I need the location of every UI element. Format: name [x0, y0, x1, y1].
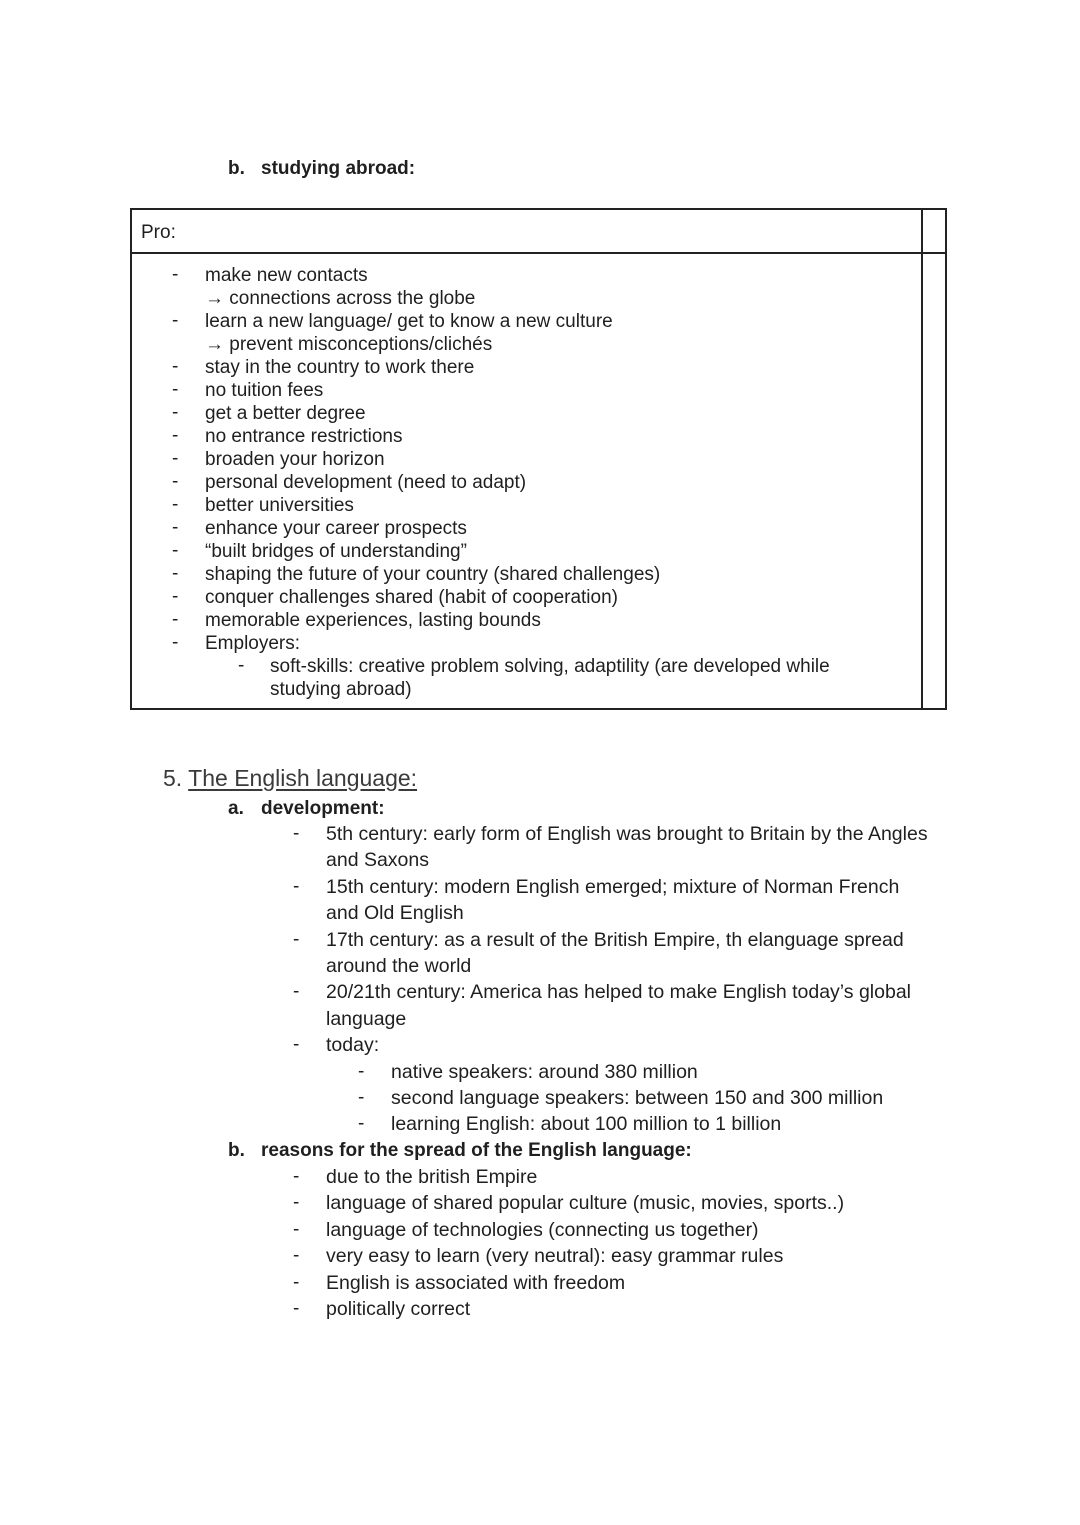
subheading-title: reasons for the spread of the English language:: [261, 1140, 692, 1161]
development-item: today:: [326, 1034, 380, 1057]
development-item: around the world: [326, 955, 472, 977]
list-bullet-dash: -: [293, 1245, 300, 1267]
list-bullet-dash: -: [172, 310, 179, 331]
pro-item: no tuition fees: [205, 380, 324, 401]
development-item: 5th century: early form of English was brought to Britain by the Angles: [326, 823, 928, 845]
list-bullet-dash: -: [358, 1060, 365, 1082]
reason-item: English is associated with freedom: [326, 1271, 626, 1294]
pro-item: shaping the future of your country (shared challenges): [205, 564, 661, 585]
pro-item: “built bridges of understanding”: [205, 541, 467, 562]
today-item: native speakers: around 380 million: [391, 1060, 698, 1083]
list-bullet-dash: -: [172, 494, 179, 515]
pro-item: learn a new language/ get to know a new culture: [205, 311, 613, 332]
pro-item: conquer challenges shared (habit of cooperation): [205, 587, 618, 608]
section-heading-english-language: [163, 765, 417, 792]
employers-sub-item: studying abroad): [270, 679, 412, 700]
today-item: learning English: about 100 million to 1 billion: [391, 1113, 782, 1136]
pro-item: no entrance restrictions: [205, 426, 403, 447]
list-bullet-dash: -: [293, 981, 300, 1003]
list-bullet-dash: -: [358, 1113, 365, 1135]
list-bullet-dash: -: [293, 1218, 300, 1240]
list-bullet-dash: -: [172, 632, 179, 653]
list-bullet-dash: -: [293, 823, 300, 844]
reason-item: due to the british Empire: [326, 1166, 538, 1188]
pro-item: broaden your horizon: [205, 449, 385, 470]
section-title: The English language:: [188, 765, 418, 791]
pro-item-sub: → connections across the globe: [205, 288, 476, 309]
reason-item: language of shared popular culture (music, movies, sports..): [326, 1192, 845, 1215]
subheading-letter: a.: [228, 798, 244, 819]
reason-item: language of technologies (connecting us together): [326, 1218, 759, 1241]
list-bullet-dash: -: [358, 1087, 365, 1108]
development-item: and Saxons: [326, 849, 429, 872]
table-divider-horizontal: [132, 252, 945, 254]
development-item: 15th century: modern English emerged; mixture of Norman French: [326, 875, 900, 898]
list-bullet-dash: -: [172, 586, 179, 607]
list-bullet-dash: -: [172, 448, 179, 469]
list-bullet-dash: -: [172, 517, 179, 538]
list-bullet-dash: -: [293, 1271, 300, 1293]
list-bullet-dash: -: [172, 264, 179, 285]
development-item: 20/21th century: America has helped to make English today’s global: [326, 981, 911, 1004]
list-bullet-dash: -: [293, 875, 300, 897]
pro-item: stay in the country to work there: [205, 357, 475, 378]
list-bullet-dash: -: [172, 540, 179, 561]
subheading-reasons: [228, 1140, 692, 1162]
pro-item: Employers:: [205, 633, 301, 654]
table-divider-vertical: [921, 210, 923, 708]
pro-item: memorable experiences, lasting bounds: [205, 610, 541, 631]
employers-sub-item: soft-skills: creative problem solving, adaptility (are developed while: [270, 656, 830, 677]
pro-item: get a better degree: [205, 403, 366, 424]
development-item: language: [326, 1007, 407, 1030]
pro-item: enhance your career prospects: [205, 518, 467, 539]
reason-item: very easy to learn (very neutral): easy grammar rules: [326, 1245, 784, 1268]
section-number: 5.: [163, 765, 183, 791]
subheading-title: studying abroad:: [261, 158, 416, 179]
list-bullet-dash: -: [172, 471, 179, 492]
list-bullet-dash: -: [293, 1192, 300, 1214]
development-item: 17th century: as a result of the British Empire, th elanguage spread: [326, 928, 904, 951]
list-bullet-dash: -: [293, 1166, 300, 1187]
list-bullet-dash: -: [172, 356, 179, 377]
pro-item: make new contacts: [205, 265, 368, 286]
today-item: second language speakers: between 150 and 300 million: [391, 1087, 884, 1109]
list-bullet-dash: -: [238, 655, 245, 676]
pro-item: better universities: [205, 495, 354, 516]
pro-item-sub: → prevent misconceptions/clichés: [205, 334, 493, 355]
list-bullet-dash: -: [172, 402, 179, 423]
list-bullet-dash: -: [172, 563, 179, 584]
pro-item: personal development (need to adapt): [205, 472, 527, 493]
subheading-studying-abroad: [228, 158, 415, 180]
list-bullet-dash: -: [293, 928, 300, 950]
reason-item: politically correct: [326, 1298, 471, 1320]
list-bullet-dash: -: [172, 425, 179, 446]
table-header-pro: Pro:: [141, 222, 176, 243]
list-bullet-dash: -: [293, 1298, 300, 1319]
subheading-development: [228, 798, 385, 820]
subheading-title: development:: [261, 798, 385, 819]
list-bullet-dash: -: [293, 1034, 300, 1056]
list-bullet-dash: -: [172, 379, 179, 400]
subheading-letter: b.: [228, 158, 245, 179]
development-item: and Old English: [326, 902, 464, 925]
list-bullet-dash: -: [172, 609, 179, 630]
subheading-letter: b.: [228, 1140, 245, 1161]
